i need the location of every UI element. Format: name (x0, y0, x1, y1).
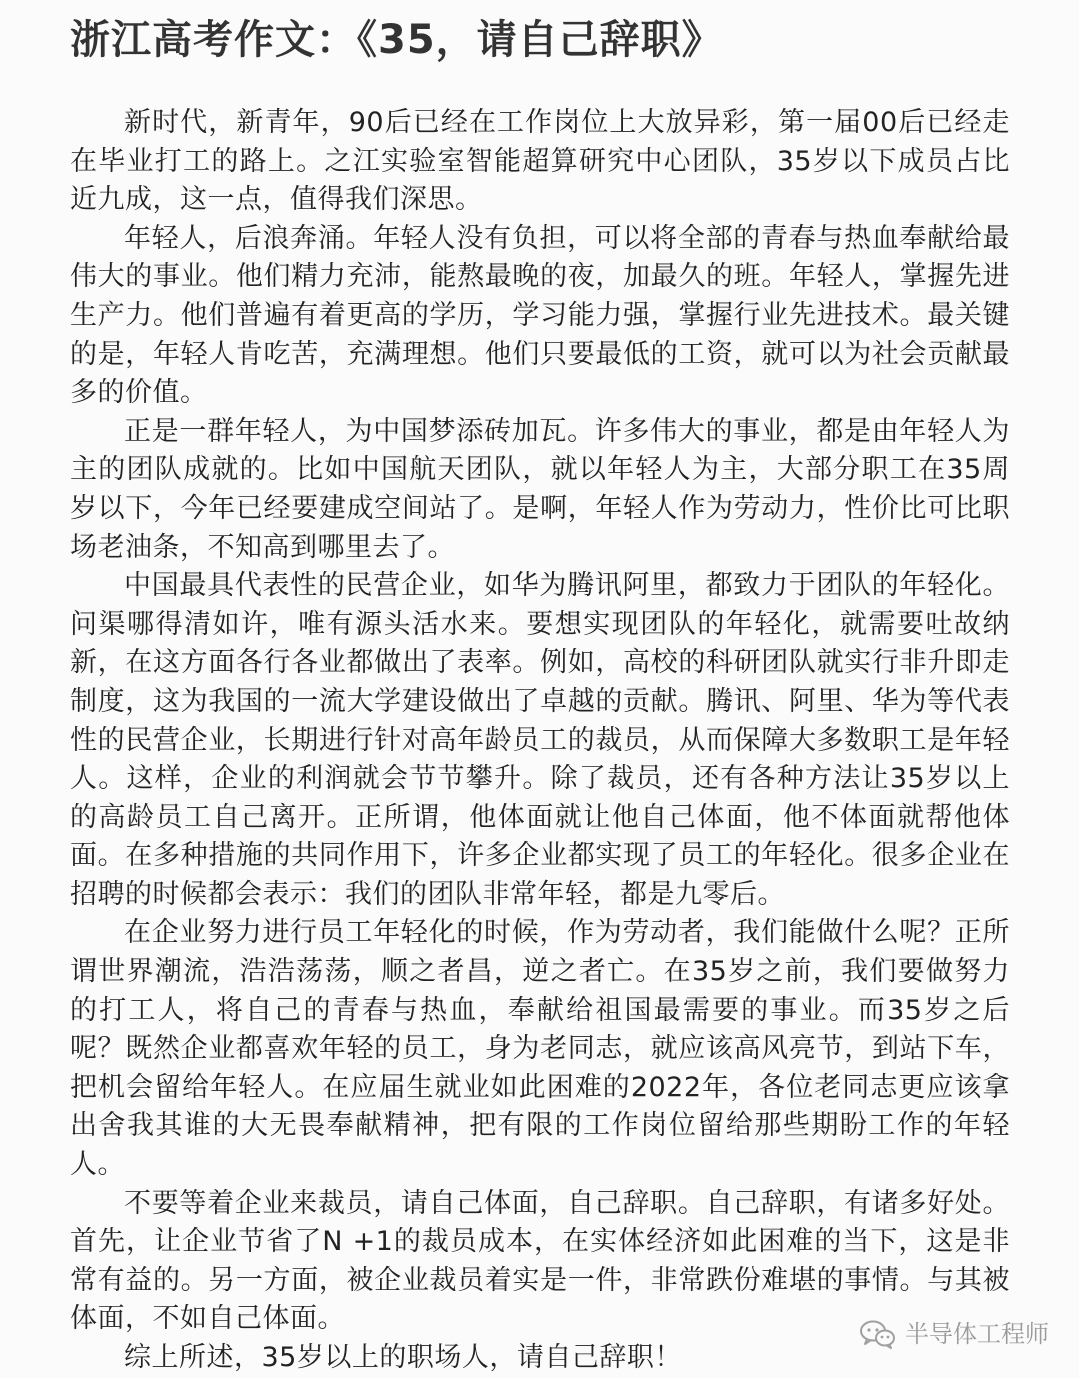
paragraph-7: 综上所述，35岁以上的职场人，请自己辞职！ (124, 1342, 682, 1373)
paragraph-1: 新时代，新青年，90后已经在工作岗位上大放异彩，第一届00后已经走在毕业打工的路上。之江实验室智能超算研究中心团队，35岁以下成员占比近九成，这一点，值得我们深思。 (70, 107, 1010, 216)
paragraph-3: 正是一群年轻人，为中国梦添砖加瓦。许多伟大的事业，都是由年轻人为主的团队成就的。比如中国航天团队，就以年轻人为主，大部分职工在35周岁以下，今年已经要建成空间站了。是啊，年轻人作为劳动力，性价比可比职场老油条，不知高到哪里去了。 (70, 415, 1010, 563)
paragraph-2: 年轻人，后浪奔涌。年轻人没有负担，可以将全部的青春与热血奉献给最伟大的事业。他们精力充沛，能熬最晚的夜，加最久的班。年轻人，掌握先进生产力。他们普遍有着更高的学历，学习能力强，掌握行业先进技术。最关键的是，年轻人肯吃苦，充满理想。他们只要最低的工资，就可以为社会贡献最多的价值。 (70, 222, 1010, 409)
article-body (70, 104, 1010, 1378)
watermark-text: 半导体工程师 (905, 1320, 1049, 1348)
watermark (859, 1319, 1049, 1349)
paragraph-5: 在企业努力进行员工年轻化的时候，作为劳动者，我们能做什么呢？正所谓世界潮流，浩浩荡荡，顺之者昌，逆之者亡。在35岁之前，我们要做努力的打工人，将自己的青春与热血，奉献给祖国最需要的事业。而35岁之后呢？既然企业都喜欢年轻的员工，身为老同志，就应该高风亮节，到站下车，把机会留给年轻人。在应届生就业如此困难的2022年，各位老同志更应该拿出舍我其谁的大无畏奉献精神，把有限的工作岗位留给那些期盼工作的年轻人。 (70, 917, 1010, 1181)
paragraph-4: 中国最具代表性的民营企业，如华为腾讯阿里，都致力于团队的年轻化。问渠哪得清如许，唯有源头活水来。要想实现团队的年轻化，就需要吐故纳新，在这方面各行各业都做出了表率。例如，高校的科研团队就实行非升即走制度，这为我国的一流大学建设做出了卓越的贡献。腾讯、阿里、华为等代表性的民营企业，长期进行针对高年龄员工的裁员，从而保障大多数职工是年轻人。这样，企业的利润就会节节攀升。除了裁员，还有各种方法让35岁以上的高龄员工自己离开。正所谓，他体面就让他自己体面，他不体面就帮他体面。在多种措施的共同作用下，许多企业都实现了员工的年轻化。很多企业在招聘的时候都会表示：我们的团队非常年轻，都是九零后。 (70, 570, 1010, 910)
wechat-icon (859, 1319, 897, 1349)
article-title: 浙江高考作文：《35，请自己辞职》 (70, 17, 723, 63)
paragraph-6: 不要等着企业来裁员，请自己体面，自己辞职。自己辞职，有诸多好处。首先，让企业节省了N +1的裁员成本，在实体经济如此困难的当下，这是非常有益的。另一方面，被企业裁员着实是一件，非常跌份难堪的事情。与其被体面，不如自己体面。 (70, 1187, 1010, 1335)
